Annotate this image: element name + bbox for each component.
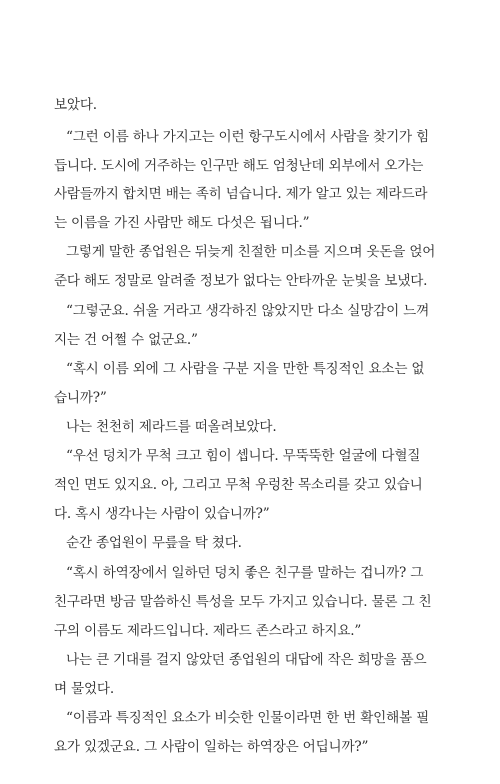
text-line: “이름과 특징적인 요소가 비슷한 인물이라면 한 번 확인해볼 필 [66,710,430,726]
text-line: 그렇게 말한 종업원은 뒤늦게 친절한 미소를 지으며 옷돈을 얹어 [66,244,436,260]
text-line: 준다 해도 정말로 알려줄 정보가 없다는 안타까운 눈빛을 보냈다. [54,273,428,289]
text-line: “그런 이름 하나 가지고는 이런 항구도시에서 사람을 찾기가 힘 [66,129,430,145]
text-line: 듭니다. 도시에 거주하는 인구만 해도 엄청난데 외부에서 오가는 [54,158,424,174]
text-line: 친구라면 방금 말씀하신 특성을 모두 가지고 있습니다. 물론 그 친 [54,594,432,610]
text-line: 나는 큰 기대를 걸지 않았던 종업원의 대답에 작은 희망을 품으 [66,652,427,668]
text-line: 습니까?” [54,390,107,406]
text-line: 사람들까지 합치면 배는 족히 넘습니다. 제가 알고 있는 제라드라 [54,186,428,202]
text-line: 순간 종업원이 무릎을 탁 쳤다. [66,535,242,551]
text-line: “그렇군요. 쉬울 거라고 생각하진 않았지만 다소 실망감이 느껴 [66,303,430,319]
text-line: 나는 천천히 제라드를 떠올려보았다. [66,419,277,435]
text-line: 며 물었다. [54,681,114,697]
text-line: 요가 있겠군요. 그 사람이 일하는 하역장은 어딥니까?” [54,739,369,755]
text-line: 다. 혹시 생각나는 사람이 있습니까?” [54,506,270,522]
text-line: 지는 건 어쩔 수 없군요.” [54,332,198,348]
text-line: 구의 이름도 제라드입니다. 제라드 존스라고 하지요.” [54,623,362,639]
text-line: “우선 덩치가 무척 크고 힘이 셉니다. 무뚝뚝한 얼굴에 다혈질 [66,448,421,464]
text-line: 적인 면도 있지요. 아, 그리고 무척 우렁찬 목소리를 갖고 있습니 [54,477,423,493]
text-line: “혹시 하역장에서 일하던 덩치 좋은 친구를 말하는 겁니까? 그 [66,565,424,581]
text-line: 보았다. [54,97,97,113]
text-line: “혹시 이름 외에 그 사람을 구분 지을 만한 특징적인 요소는 없 [66,361,425,377]
text-line: 는 이름을 가진 사람만 해도 다섯은 됩니다.” [54,215,310,231]
